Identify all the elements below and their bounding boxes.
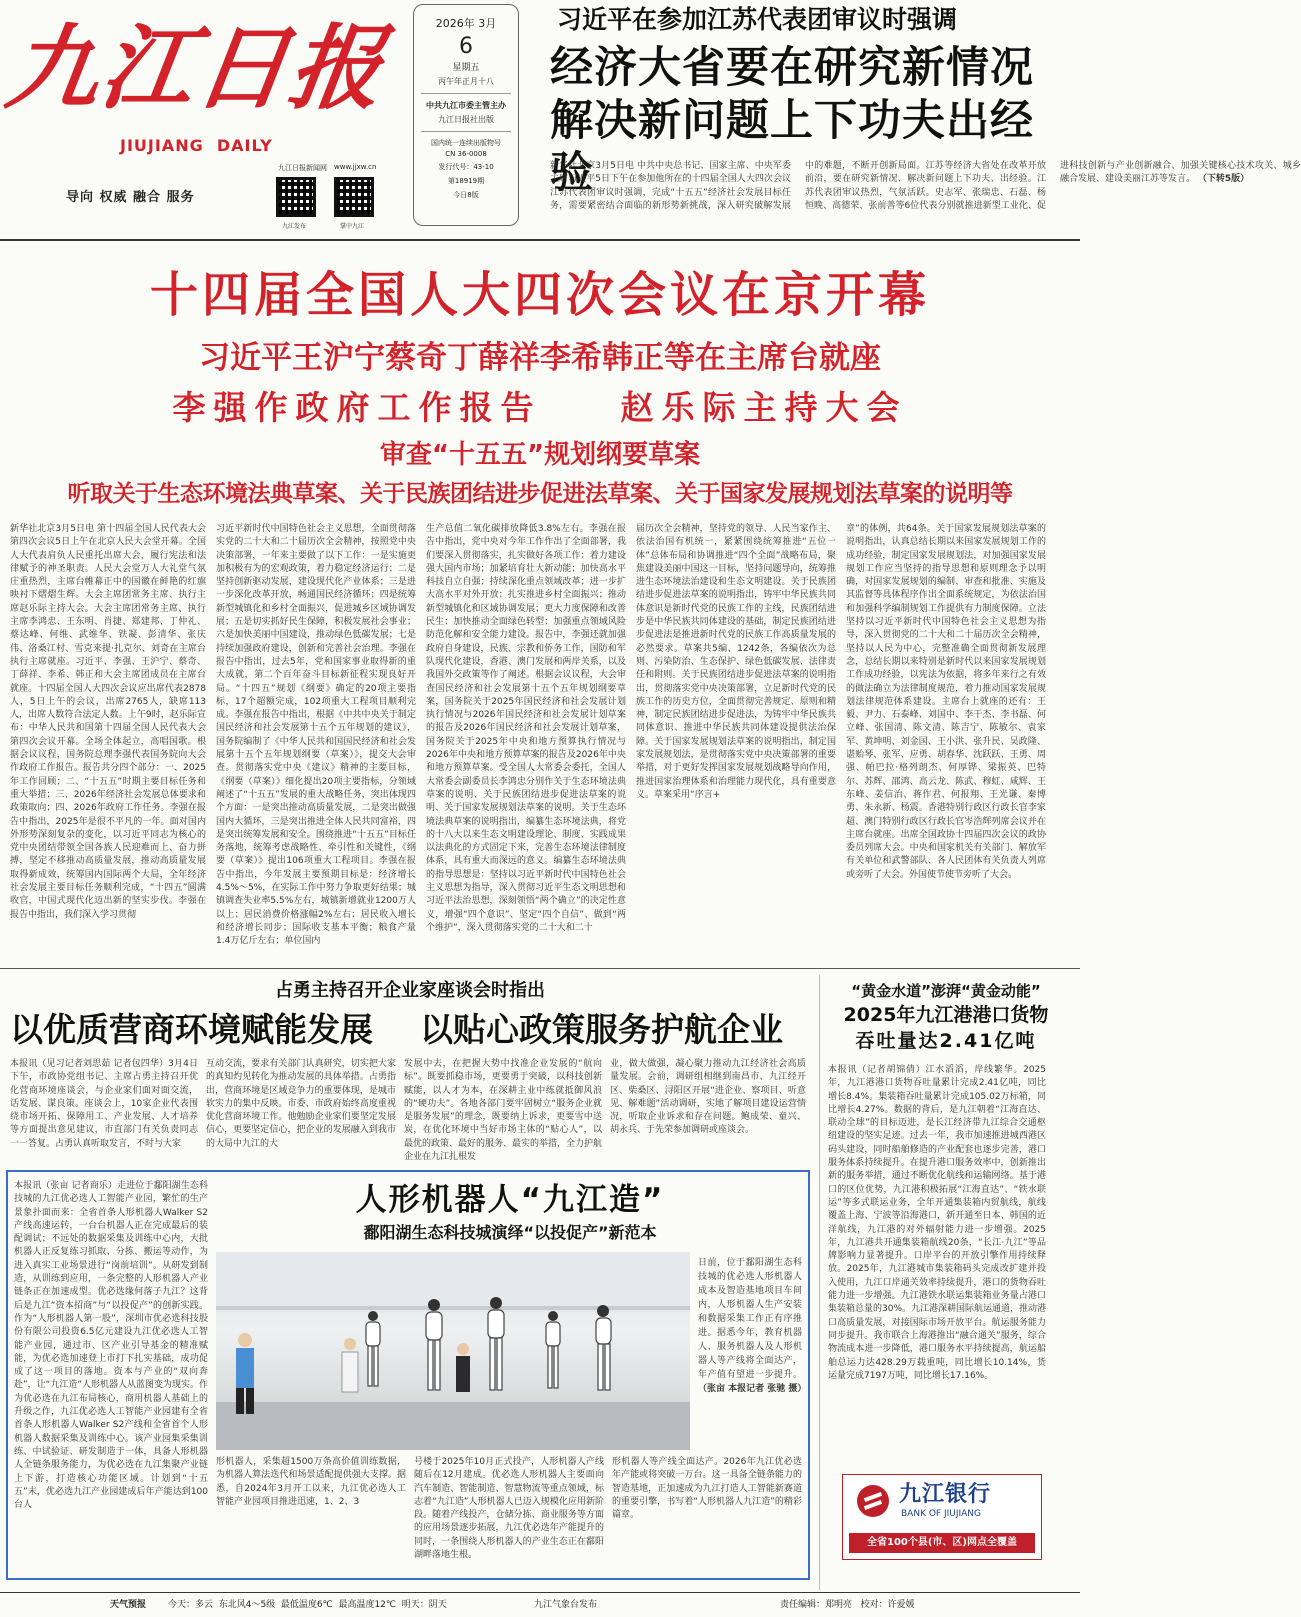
- enterprise-col-2: 互动交流，要求有关部门认真研究，切实把大家的真知灼见转化为推动发展的具体举措。占勇指出，营商环境是区域竞争力的重要体现，是城市软实力的集中反映。市委、市政府始终高度重视优化营商环境工作。他勉励企业家们要坚定发展信心，更要坚定信心，把企业的发展融入到我市的大局中九江的大: [206, 1059, 396, 1149]
- enterprise-title-a: 以优质营商环境赋能发展: [10, 1010, 373, 1049]
- top-story-kicker: 习近平在参加江苏代表团审议时强调: [557, 5, 958, 34]
- issue-number: 第18919期: [447, 177, 485, 185]
- right-col-divider: [819, 975, 820, 1590]
- main-sub-4: 听取关于生态环境法典草案、关于民族团结进步促进法草案、关于国家发展规划法草案的说明等: [67, 481, 1013, 507]
- sponsor-2: 九江日报社出版: [438, 115, 494, 124]
- issn: CN 36-0008: [445, 150, 487, 158]
- main-sub-1: 习近平王沪宁蔡奇丁薛祥李希韩正等在主席台就座: [199, 340, 881, 376]
- port-title-1: 2025年九江港港口货物: [843, 1004, 1049, 1026]
- bank-ad[interactable]: [842, 1474, 1042, 1560]
- main-col-4: 届历次全会精神，坚持党的领导、人民当家作主、依法治国有机统一，紧紧围绕统筹推进“五位一体”总体布局和协调推进“四个全面”战略布局，聚焦建设美丽中国这一目标，坚持问题导向，统筹推进生态环境法治建设和生态文明建设。关于民族团结进步促进法草案的说明指出，铸牢中华民族共同体意识是新时代党的民族工作的主线，民族团结进步是中华民族共同体建设的基础，制定民族团结进步促进法是推进新时代党的民族工作高质量发展的必然要求。草案共5编、1242条，各编依次为总则、污染防治、生态保护、绿色低碳发展、法律责任和附则。关于民族团结进步促进法草案的说明指出，贯彻落实党中央决策部署，立足新时代党的民族工作的历史方位，全面贯彻完善规定、原则和精神，制定民族团结进步促进法，为铸牢中华民族共同体意识、推进中华民族共同体建设提供法治保障。关于国家发展规划法草案的说明指出，制定国家发展规划法，是贯彻落实党中央决策部署的重要举措，对于更好发挥国家发展规划战略导向作用，推进国家治理体系和治理能力现代化，具有重要意义。草案采用“序言+: [636, 524, 836, 800]
- enterprise-title: [10, 1008, 810, 1052]
- logo-en: JIUJIANG DAILY: [120, 136, 273, 155]
- qr-code-1-icon[interactable]: [276, 177, 316, 217]
- robot-photo-caption: [698, 1256, 807, 1450]
- slogan: 导向 权威 融合 服务: [66, 190, 195, 205]
- robot-subtitle: 鄱阳湖生态科技城演绎“以投促产”新范本: [363, 1223, 657, 1242]
- top-story-title-1: 经济大省要在研究新情况: [550, 43, 1034, 93]
- top-story-text: 新华社北京3月5日电 中共中央总书记、国家主席、中央军委主席习近平5日下午在参加他所在的十四届全国人大四次会议江苏代表团审议时强调，完成“十五五”经济社会发展目标任务，需要紧密结合面临的新形势新挑战，深入研究破解发展中的难题，不断开创新局面。江苏等经济大省处在改革开放前沿，要在研究新情况、解决新问题上下功夫、出经验。江苏代表团审议热烈，气氛活跃。史志军、张瑞忠、石磊、杨恒晚、高德荣、张前善等6位代表分别就推进新型工业化、促进科技创新与产业创新融合、加强关键核心技术攻关、城乡融合发展、建设美丽江苏等发言。: [550, 161, 1301, 211]
- enterprise-col-4: 业，做大做强，凝心聚力推动九江经济社会高质量发展。会前，调研组相继到南昌市、九江经开区、柴桑区、浔阳区开展“进企业、察项目、听意见、解难题”活动调研，实地了解项目建设运营情况，听取企业诉求和存在问题。鲍成荣、童兴、胡永兵、于先荣参加调研或座谈会。: [610, 1059, 806, 1136]
- page-count: 今日8版: [453, 191, 479, 199]
- section-divider: [0, 968, 1080, 969]
- editor-credit: 责任编辑：郑明亮 校对：许爱媛: [780, 1600, 915, 1610]
- main-sub-2: [0, 386, 1080, 430]
- robot-col-left: 本报讯（张亩 记者商乐）走进位于鄱阳湖生态科技城的九江优必选人工智能产业园，繁忙的生产景象扑面而来：全省首条人形机器人Walker S2产线高速运转，一台台机器人正在完成最后的装配调试；不远处的数据采集及训练中心内，大批机器人正反复练习抓取、分拣、搬运等动作，为进入真实工业场景进行“岗前培训”。从研发到制造，从训练到应用，一条完整的人形机器人产业链条正在加速成型。优必选缘何落子九江？这背后是九江“资本招商”与“以投促产”的创新实践。作为“人形机器人第一股”，深圳市优必选科技股份有限公司投资6.5亿元建设九江优必选人工智能产业园，通过市、区产业引导基金的精准赋能，为优必选加速登上市打下扎实基础，成功促成了这一项目的落地。资本与产业的“双向奔赴”，让“九江造”人形机器人从蓝图变为现实。作为优必选在九江布局核心，商用机器人基础上的升级之作，九江优必选人工智能产业园建有全省首条人形机器人Walker S2产线和全省首个人形机器人数据采集及训练中心。该产业园集采集训练、中试验证、研发制造于一体，具备人形机器人全链条服务能力，为优必选在九江集聚产业链上下游，打造核心功能区域。计划到“十五五”末，优必选九江产业园建成后年产能达到100台人: [14, 1181, 208, 1511]
- robot-col-right-2: 形机器人等产线全面达产。2026年九江优必选年产能或将突破一万台。这一具备全链条能力的智造基地，正加速成为九江打造人工智能新赛道的重要引擎，书写着“人形机器人九江造”的精彩篇章。: [612, 1457, 802, 1521]
- qr1-url: www.jjxw.cn: [334, 163, 377, 171]
- port-title-2: 吞吐量达2.41亿吨: [855, 1030, 1037, 1052]
- qr-block: [272, 163, 407, 233]
- bank-en: BANK OF JIUJIANG: [901, 1509, 982, 1519]
- sponsor-1: 中共九江市委主管主办: [426, 101, 506, 110]
- main-col-1: 新华社北京3月5日电 第十四届全国人民代表大会第四次会议5日上午在北京人民大会堂开幕。全国人大代表肩负人民重托出席大会，履行宪法和法律赋予的神圣职责。人民大会堂万人大礼堂气氛庄重热烈，主席台帷幕正中的国徽在鲜艳的红旗映衬下熠熠生辉。大会主席团常务主席、执行主席赵乐际主持大会。大会主席团常务主席、执行主席李鸿忠、王东明、肖捷、郑建邦、丁仲礼、蔡达峰、何维、武维华、铁凝、彭清华、张庆伟、洛桑江村、雪克来提·扎克尔、刘奇在主席台执行主席就座。习近平、李强、王沪宁、蔡奇、丁薛祥、李希、韩正和大会主席团成员在主席台就座。十四届全国人大四次会议应出席代表2878人，5日上午的会议，出席2765人，缺席113人，出席人数符合法定人数。上午9时，赵乐际宣布：中华人民共和国第十四届全国人民代表大会第四次会议开幕。全场全体起立，高唱国歌。根据会议议程，国务院总理李强代表国务院向大会作政府工作报告。报告共分四个部分：一、2025年工作回顾；二、“十五五”时期主要目标任务和重大举措；三、2026年经济社会发展总体要求和政策取向；四、2026年政府工作任务。李强在报告中指出，2025年是很不平凡的一年。面对国内外形势深刻复杂的变化，以习近平同志为核心的党中央团结带领全国各族人民迎难而上、奋力拼搏，坚定不移推动高质量发展，推动高质量发展取得新成效，统筹国内国际两个大局，全年经济社会发展主要目标任务顺利完成，“十四五”圆满收官，中国式现代化迈出新的坚实步伐。李强在报告中指出，我们深入学习贯彻: [10, 524, 206, 920]
- top-story-body: [550, 160, 1301, 226]
- robot-factory-photo: [216, 1252, 690, 1450]
- bank-name: 九江银行: [899, 1482, 992, 1507]
- weather-label: 天气预报: [110, 1600, 147, 1610]
- date-year-month: 2026年 3月: [435, 17, 497, 30]
- masthead-logo: [0, 8, 408, 155]
- logo-text: 九江日报: [0, 14, 392, 122]
- photo-credit: （张亩 本报记者 张驰 摄）: [698, 1384, 807, 1394]
- weather-source: 九江气象台发布: [534, 1600, 598, 1610]
- weekday: 星期五: [452, 63, 480, 73]
- qr1-label: 九江日报新闻网: [278, 164, 327, 172]
- masthead-divider: [0, 239, 1080, 241]
- bank-slogan: 全省100个县(市、区)网点全覆盖: [849, 1533, 1035, 1553]
- robot-col-mid: 形机器人，采集超1500万条高价值训练数据，为机器人算法迭代和场景适配提供强大支撑。据悉，自2024年3月开工以来，九江优必选人工智能产业园项目推进迅速，1、2、3: [216, 1457, 406, 1507]
- issn-label: 国内统一连续出版物号: [431, 139, 501, 147]
- qr-code-2-icon[interactable]: [334, 177, 374, 217]
- robot-title: 人形机器人“九江造”: [355, 1182, 665, 1218]
- port-kicker: “黄金水道”澎湃“黄金动能”: [851, 982, 1041, 1000]
- main-col-3: 生产总值二氧化碳排放降低3.8%左右。李强在报告中指出，党中央对今年工作作出了全面部署，我们要深入贯彻落实，扎实做好各项工作：着力建设强大国内市场；加紧培育壮大新动能；加快高水平科技自立自强；持续深化重点领域改革；进一步扩大高水平对外开放；扎实推进乡村全面振兴；推动新型城镇化和区域协调发展；更大力度保障和改善民生；加快推动全面绿色转型；加强重点领域风险防范化解和安全能力建设。报告中，李强还就加强政府自身建设，民族、宗教和侨务工作，国防和军队现代化建设，香港、澳门发展和两岸关系，以及我国外交政策等作了阐述。根据会议议程，大会审查国民经济和社会发展第十五个五年规划纲要草案，国务院关于2025年国民经济和社会发展计划执行情况与2026年国民经济和社会发展计划草案的报告及2026年国民经济和社会发展计划草案，国务院关于2025年中央和地方预算执行情况与2026年中央和地方预算草案的报告及2026年中央和地方预算草案。受全国人大常委会委托，全国人大常委会副委员长李鸿忠分别作关于生态环境法典草案的说明、关于民族团结进步促进法草案的说明、关于国家发展规划法草案的说明。关于生态环境法典草案的说明指出，编纂生态环境法典，将党的十八大以来生态文明建设理论、制度、实践成果以法典化的方式固定下来，完善生态环境法律制度体系，具有重大而深远的意义。编纂生态环境法典的指导思想是：坚持以习近平新时代中国特色社会主义思想为指导，深入贯彻习近平生态文明思想和习近平法治思想，深刻领悟“两个确立”的决定性意义，增强“四个意识”、坚定“四个自信”、做到“两个维护”，深入贯彻落实党的二十大和二十: [426, 524, 626, 933]
- date-box: [413, 4, 519, 226]
- main-col-5: 章”的体例，共64条。关于国家发展规划法草案的说明指出，认真总结长期以来国家发展规划工作的成功经验，制定国家发展规划法，对加强国家发展规划工作应当坚持的指导思想和原则理念予以明确，对国家发展规划的编制、审查和批准、实施及其监督等具体程序作出全面系统规定，为依法治国和加强科学编制规划工作提供有力制度保障。立法坚持以习近平新时代中国特色社会主义思想为指导，深入贯彻党的二十大和二十届历次全会精神，坚持以人民为中心，完整准确全面贯彻新发展理念，总结长期以来特别是新时代以来国家发展规划工作成功经验，以宪法为依据，将多年来行之有效的做法确立为法律制度规范，着力推动国家发展规划法律规范体系建设。主席台上就座的还有：王毅、尹力、石泰峰、刘国中、李干杰、李书磊、何立峰、张国清、陈文清、陈吉宁、陈敏尔、袁家军、黄坤明、刘金国、王小洪、张升民、吴政隆、谌贻琴、张军、应勇、胡春华、沈跃跃、王勇、周强、帕巴拉·格列朗杰、何厚铧、梁振英、巴特尔、苏辉、邵鸿、高云龙、陈武、穆虹、咸辉、王东峰、姜信治、蒋作君、何报翔、王光谦、秦博勇、朱永新、杨震。香港特别行政区行政长官李家超、澳门特别行政区行政长官岑浩辉列席会议并在主席台就座。出席全国政协十四届四次会议的政协委员列席大会。中央和国家机关有关部门、解放军有关单位和武警部队、各人民团体有关负责人列席或旁听了大会。外国使节使节旁听了大会。: [846, 524, 1046, 880]
- footer: [0, 1596, 1080, 1614]
- qr2-caption: 掌中九江: [340, 223, 365, 230]
- top-story-title-2: 解决新问题上下功夫出经验: [550, 96, 1034, 198]
- port-body: 本报讯（记者胡锦倩）江水滔滔，岸线繁华。2025年，九江港港口货物吞吐量累计完成2.41亿吨，同比增长8.4%。集装箱吞吐量累计完成105.02万标箱，同比增长4.27%。数据的背后，是九江朝着“江海直达、联动全球”的目标迈进，是长江经济带九江综合交通枢纽建设的坚实足迹。过去一年，我市加速推进城西港区码头建设，同时船舶修造的产业配套也逐步完善，港口服务体系持续提升。在提升港口服务效率中，创新推出新的服务举措，通过不断优化航线和运输网络。基于港口的区位优势，九江港积极拓展“江海直达”、“铁水联运”等多式联运业务，全年开通集装箱内贸航线，航线覆盖上海、宁波等沿海港口，新开通至日本、韩国的近洋航线，九江港的对外辐射能力进一步增强。2025年，九江港共开通集装箱航线20条，“长江·九江”等品牌影响力显著提升。口岸平台的开放引擎作用持续释放。2025年，九江港城市集装箱码头完成改扩建并投入使用，九江口岸通关效率持续提升，港口的货物吞吐能力进一步增强。九江港铁水联运集装箱业务量占港口集装箱总量的30%。九江港深耕国际航运通道，推动港口高质量发展，对接国际市场开放平台。航运服务能力同步提升。我市联合上海港推出“融合通关”服务，综合物流成本进一步降低，港口服务水平持续提高，航运船舶总运力达428.29万载重吨，同比增长10.14%，货运量完成7197万吨，同比增长17.16%。: [828, 1065, 1047, 1381]
- main-sub-2b: 赵乐际主持大会: [620, 388, 908, 427]
- footer-divider: [0, 1592, 1080, 1593]
- enterprise-col-1: 本报讯（见习记者刘思茹 记者包四华）3月4日下午，市政协党组书记、主席占勇主持召开优化营商环境座谈会，与企业家们面对面交流，话发展、谋良策。座谈会上，10家企业代表围绕市场开拓、保障用工、产业发展、人才培养等方面提出意见建议，市直部门有关负责同志一一答复。占勇认真听取发言，不时与大家: [10, 1059, 198, 1149]
- main-headline: 十四届全国人大四次会议在京开幕: [149, 267, 930, 323]
- robot-photo-drawing: [216, 1252, 690, 1450]
- bank-logo-icon: [857, 1485, 889, 1517]
- qr1-caption: 九江发布: [282, 223, 307, 230]
- distribution-code: 发行代号：43-10: [438, 163, 494, 171]
- enterprise-col-3: 发展中去，在把握大势中找准企业发展的“航向标”。既要抓稳市场，更要勇于突破，以科技创新赋能，以人才为本，在深耕主业中练就抵御风浪的“硬功夫”。各地各部门要牢固树立“服务企业就是服务发展”的理念，既要纳上诉求，更要雪中送炭，在优化环境中当好市场主体的“贴心人”，以最优的政策、最好的服务、最实的举措，全力护航企业在九江扎根发: [404, 1059, 603, 1163]
- main-sub-2a: 李强作政府工作报告: [172, 388, 542, 427]
- main-sub-3: 审查“十五五”规划纲要草案: [379, 440, 701, 470]
- enterprise-kicker: 占勇主持召开企业家座谈会时指出: [275, 980, 545, 1001]
- date-day: 6: [459, 34, 473, 59]
- top-story-jump[interactable]: （下转5版）: [1197, 174, 1250, 185]
- photo-caption-text: 日前，位于鄱阳湖生态科技城的优必选人形机器人成本及智造基地项目车间内，人形机器人生产安装和数据采集工作正有序推进。据悉今年，教育机器人、服务机器人及人形机器人等产线将全面达产，年产值有望进一步提升。: [698, 1258, 802, 1380]
- main-col-2: 习近平新时代中国特色社会主义思想，全面贯彻落实党的二十大和二十届历次全会精神，按照党中央决策部署，一年来主要做了以下工作：一是实施更加积极有为的宏观政策，着力稳定经济运行；二是坚持创新驱动发展，建设现代化产业体系；三是进一步深化改革开放，畅通国民经济循环；四是统筹新型城镇化和乡村全面振兴，促进城乡区域协调发展；五是切实抓好民生保障，积极发展社会事业；六是加快美丽中国建设，推动绿色低碳发展；七是持续加强政府建设，创新和完善社会治理。李强在报告中指出，过去5年，党和国家事业取得新的重大成就，第二个百年奋斗目标新征程实现良好开局。“十四五”规划《纲要》确定的20项主要指标，17个超额完成，102项重大工程项目顺利完成。李强在报告中指出，根据《中共中央关于制定国民经济和社会发展第十五个五年规划的建议》，国务院编制了《中华人民共和国国民经济和社会发展第十五个五年规划纲要（草案）》，提交大会审查。贯彻落实党中央《建议》精神的主要目标，《纲要（草案）》细化提出20项主要指标，分领域阐述了“十五五”发展的重大战略任务，突出体现四个方面：一是突出推动高质量发展，二是突出做强国内大循环，三是突出推进全体人民共同富裕，四是突出统筹发展和安全。围绕推进“十五五”目标任务落地，统筹考虑战略性、牵引性和关键性，《纲要（草案）》提出106项重大工程项目。李强在报告中指出，今年发展主要预期目标是：经济增长4.5%～5%，在实际工作中努力争取更好结果；城镇调查失业率5.5%左右，城镇新增就业1200万人以上；居民消费价格涨幅2%左右；居民收入增长和经济增长同步；国际收支基本平衡；粮食产量1.4万亿斤左右；单位国内: [216, 524, 416, 947]
- lunar-date: 丙午年正月十八: [438, 77, 494, 86]
- enterprise-title-b: 以贴心政策服务护航企业: [420, 1010, 783, 1049]
- robot-col-right: 号楼于2025年10月正式投产，人形机器人产线随后在12月建成。优必选人形机器人主要面向汽车制造、智能制造、智慧物流等重点领域，标志着“九江造”人形机器人已迈入规模化应用新阶段。随着产线投产，仓储分拣、商业服务等方面的应用场景逐步拓展，九江优必选年产能提升的同时，一条围绕人形机器人的产业生态正在鄱阳湖畔落地生根。: [414, 1457, 604, 1561]
- weather-forecast: 今天：多云 东北风4～5级 最低温度6℃ 最高温度12℃ 明天：阴天: [168, 1600, 447, 1610]
